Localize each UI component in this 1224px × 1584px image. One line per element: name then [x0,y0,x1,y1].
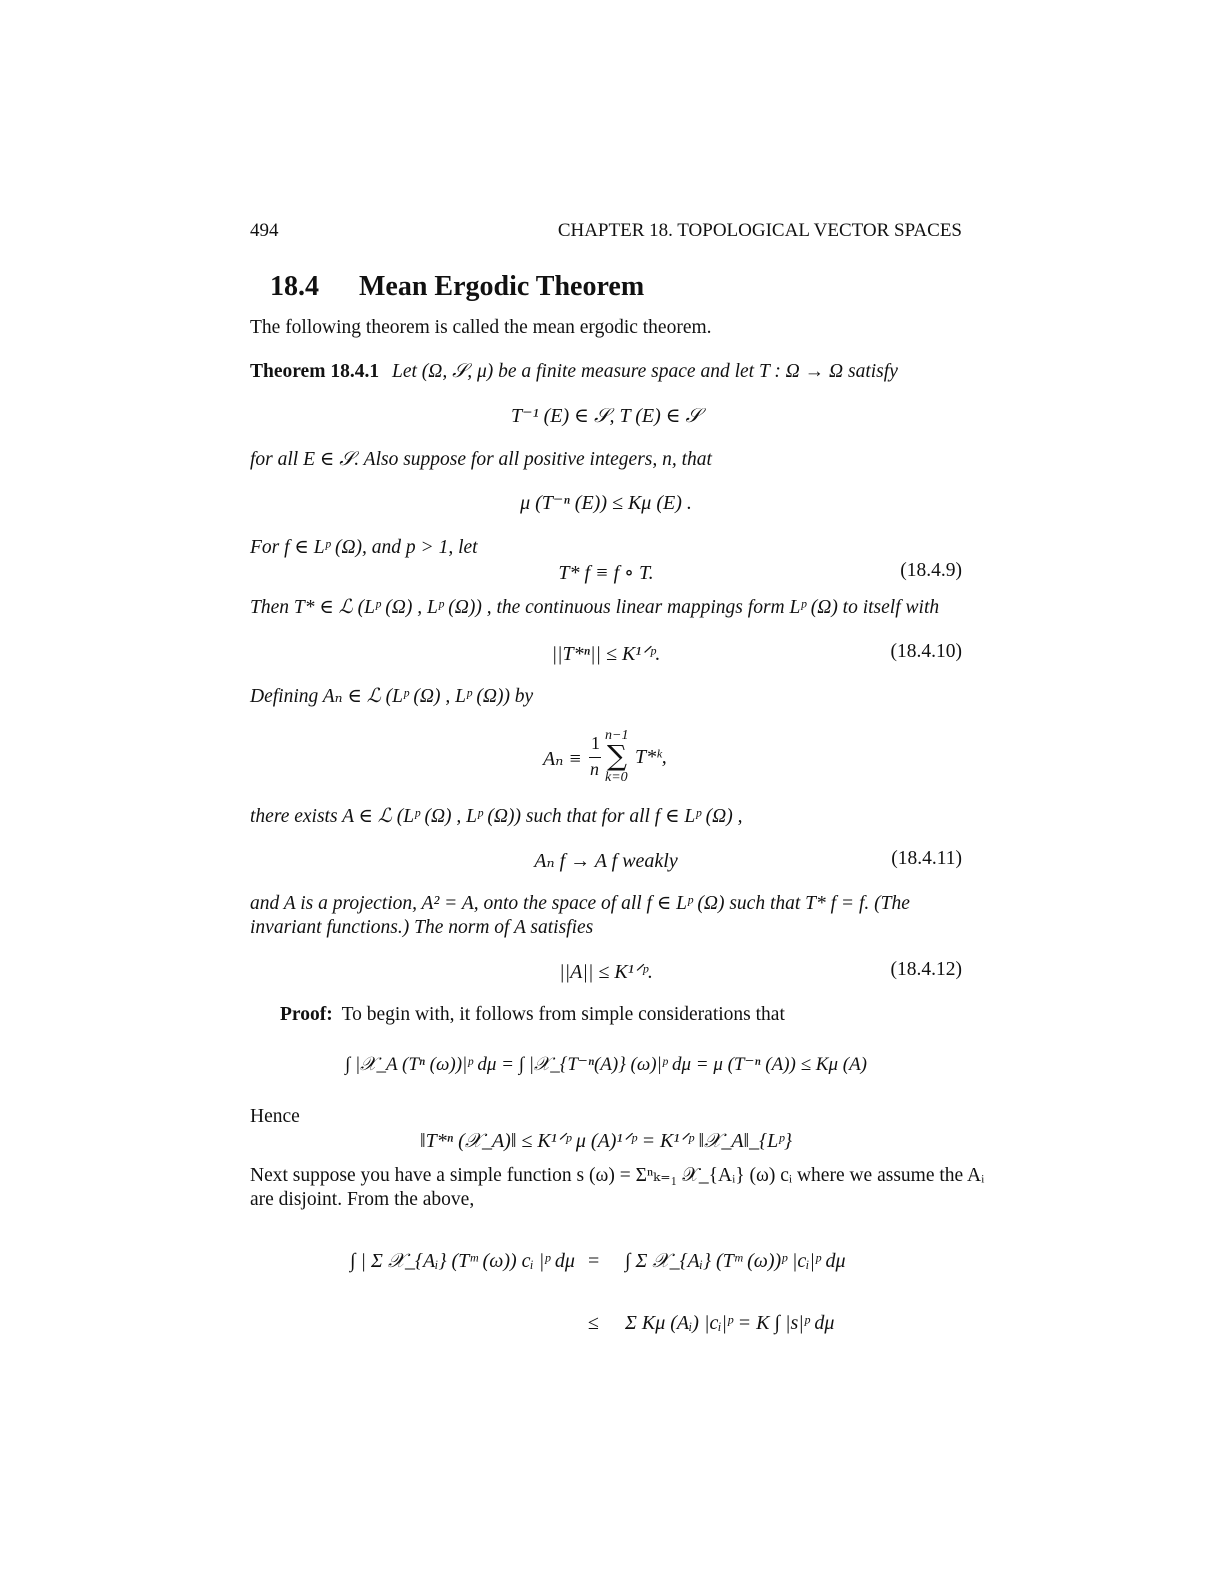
page-number: 494 [250,220,279,241]
section-title: Mean Ergodic Theorem [359,271,645,302]
theorem-statement-1: Let (Ω, 𝒮, μ) be a finite measure space and let T : Ω → Ω satisfy [391,361,898,382]
section-heading [270,271,644,303]
theorem-statement-3: For f ∈ Lᵖ (Ω), and p > 1, let [250,537,478,558]
theorem-display-1: T⁻¹ (E) ∈ 𝒮, T (E) ∈ 𝒮 [510,405,702,427]
an-rhs: T*ᵏ, [635,746,667,768]
fraction-numerator: 1 [591,733,600,753]
proof-text-1: To begin with, it follows from simple considerations that [341,1004,785,1025]
proof-text-3a: Next suppose you have a simple function s (ω) = Σⁿₖ₌₁ 𝒳_{Aᵢ} (ω) cᵢ where we assume the Aᵢ [250,1165,985,1186]
sum-icon: ∑ [607,739,627,772]
align-row-2-rhs: Σ Kμ (Aᵢ) |cᵢ|ᵖ = K ∫ |s|ᵖ dμ [625,1312,835,1334]
proof-line-1 [280,1003,785,1027]
theorem-display-7: ||A|| ≤ K¹ᐟᵖ. [559,961,653,983]
sum-upper-limit: n−1 [605,728,629,743]
running-head: CHAPTER 18. TOPOLOGICAL VECTOR SPACES [557,220,962,241]
theorem-statement-6: there exists A ∈ ℒ (Lᵖ (Ω) , Lᵖ (Ω)) such that for all f ∈ Lᵖ (Ω) , [250,806,743,827]
theorem-display-3: T* f ≡ f ∘ T. [558,562,654,584]
section-number: 18.4 [270,271,319,302]
theorem-display-5 [543,726,683,786]
theorem-statement-4: Then T* ∈ ℒ (Lᵖ (Ω) , Lᵖ (Ω)) , the continuous linear mappings form Lᵖ (Ω) to itself with [250,597,940,618]
equation-number-18-4-9: (18.4.9) [900,560,962,581]
proof-display-1: ∫ |𝒳_A (Tⁿ (ω))|ᵖ dμ = ∫ |𝒳_{T⁻ⁿ(A)} (ω)|ᵖ dμ = μ (T⁻ⁿ (A)) ≤ Kμ (A) [344,1054,867,1075]
align-row-2-relation: ≤ [588,1312,599,1334]
theorem-statement-2: for all E ∈ 𝒮. Also suppose for all positive integers, n, that [250,449,712,470]
theorem-display-2: μ (T⁻ⁿ (E)) ≤ Kμ (E) . [520,492,692,514]
theorem-statement-5: Defining Aₙ ∈ ℒ (Lᵖ (Ω) , Lᵖ (Ω)) by [250,686,534,707]
sum-lower-limit: k=0 [605,770,628,785]
proof-display-2: ‖T*ⁿ (𝒳_A)‖ ≤ K¹ᐟᵖ μ (A)¹ᐟᵖ = K¹ᐟᵖ ‖𝒳_A‖_{Lᵖ} [420,1130,792,1152]
theorem-display-4: ||T*ⁿ|| ≤ K¹ᐟᵖ. [551,643,661,665]
theorem-label: Theorem 18.4.1 [250,361,380,382]
intro-paragraph: The following theorem is called the mean ergodic theorem. [250,317,712,338]
align-row-1-relation: = [588,1250,600,1272]
proof-text-2: Hence [250,1106,300,1127]
align-row-1-rhs: ∫ Σ 𝒳_{Aᵢ} (Tᵐ (ω))ᵖ |cᵢ|ᵖ dμ [625,1250,846,1272]
align-row-1-lhs: ∫ | Σ 𝒳_{Aᵢ} (Tᵐ (ω)) cᵢ |ᵖ dμ [350,1250,575,1272]
equation-number-18-4-11: (18.4.11) [891,848,962,869]
fraction-bar [589,757,601,758]
theorem-line-1 [250,360,898,384]
fraction-denominator: n [590,759,599,779]
an-lhs: Aₙ ≡ [543,748,582,770]
theorem-display-6: Aₙ f → A f weakly [534,850,678,872]
equation-number-18-4-12: (18.4.12) [890,959,962,980]
proof-text-3b: are disjoint. From the above, [250,1189,475,1210]
equation-number-18-4-10: (18.4.10) [890,641,962,662]
theorem-statement-7b: invariant functions.) The norm of A satisfies [250,917,594,938]
theorem-statement-7a: and A is a projection, A² = A, onto the space of all f ∈ Lᵖ (Ω) such that T* f = f. (The [250,893,910,914]
proof-label: Proof: [280,1004,333,1025]
